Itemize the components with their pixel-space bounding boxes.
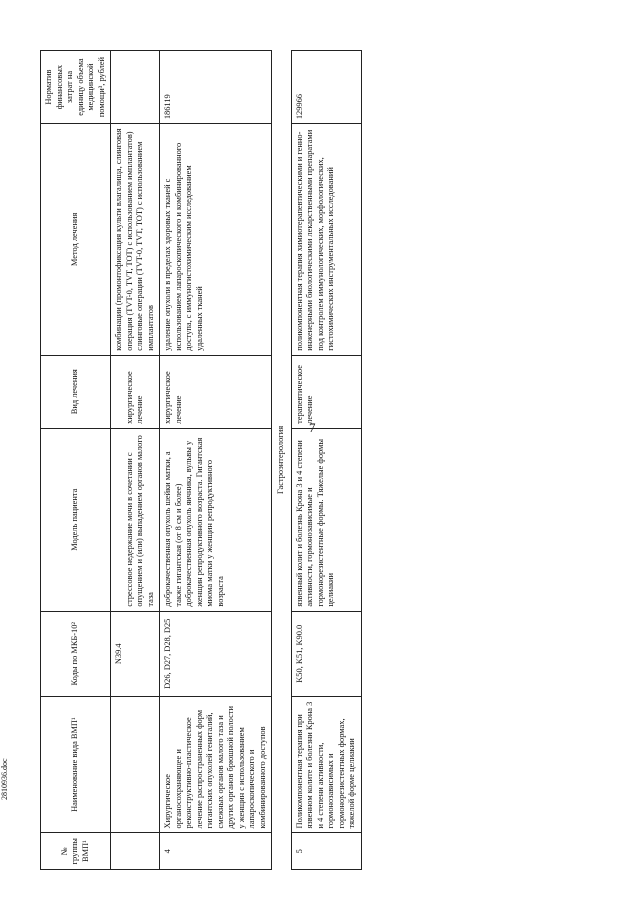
section-title: Гастроэнтерология: [272, 51, 292, 870]
page-number: 7: [309, 420, 316, 435]
cell-type: [111, 355, 160, 428]
cell-model: доброкачественная опухоль шейки матки, а также гигантская (от 8 см и более) доброкачественная опухоль яичника, вульвы у женщин репродуктивного возраста. Гигантская миома матки у женщин репродуктивного возраста: [160, 428, 272, 611]
cell-norm: 186119: [160, 51, 272, 124]
cell-name: Хирургическое органосохраняющее и реконструктивно-пластическое лечение распространенных форм гигантских опухолей гениталий, смежных органов малого таза и других органов брюшной полости у женщин с использованием лапароскопического и комбинированного доступов: [160, 696, 272, 833]
rotated-table-container: [40, 50, 530, 870]
cell-model-text: стрессовое недержание мочи в сочетании с опущением и (или) выпадением органов малого таза: [124, 435, 155, 607]
document-id: 2810936.doc: [0, 758, 9, 800]
cell-method: [111, 124, 160, 356]
cell-name: Поликомпонентная терапия при язвенном колите и болезни Крона 3 и 4 степени активности, гормонозависимых и гормонорезистентных формах, тяжелой форме целиакии: [291, 696, 361, 833]
table-header-row: [41, 51, 111, 870]
cell-method-continued: комбинации (промонтофиксация культи влагалища, слинговая операция (TVT-0, TVT, TOT) с использованием имплантатов): [114, 128, 134, 351]
header-icd-codes: Коды по МКБ-10²: [41, 611, 111, 696]
cell-method: удаление опухоли в пределах здоровых тканей с использованием лапароскопического и комбинированного доступа, с иммуногистохимическим исследованием удаленных тканей: [160, 124, 272, 356]
cell-num: 5: [291, 833, 361, 870]
cell-method: поликомпонентная терапия химиотерапевтическими и генно-инженерными биологическими лекарственными препаратами под контролем иммунологических, морфологических, гистохимических инструментальных исследований: [291, 124, 361, 356]
cell-norm: 129966: [291, 51, 361, 124]
cell-codes: K50, K51, K90.0: [291, 611, 361, 696]
cell-num: 4: [160, 833, 272, 870]
cell-codes: D26, D27, D28, D25: [160, 611, 272, 696]
cell-type: терапевтическое лечение: [291, 355, 361, 428]
header-group-number: № группы ВМП¹: [41, 833, 111, 870]
cell-norm: [111, 51, 160, 124]
vmp-table: [40, 50, 362, 870]
table-row: [111, 51, 160, 870]
header-cost-norm: Норматив финансовых затрат на единицу объема медицинской помощи³, рублей: [41, 51, 111, 124]
cell-type-text: хирургическое лечение: [124, 371, 144, 424]
header-patient-model: Модель пациента: [41, 428, 111, 611]
table-row: [291, 51, 361, 870]
table-row: [160, 51, 272, 870]
cell-method-text: слинговые операции (TVT-0, TVT, TOT) с использованием имплантатов: [135, 141, 155, 351]
header-vmp-name: Наименование вида ВМП¹: [41, 696, 111, 833]
header-treatment-method: Метод лечения: [41, 124, 111, 356]
cell-codes: N39.4: [111, 611, 160, 696]
cell-model: язвенный колит и болезнь Крона 3 и 4 степени активности, гормонозависимые и гормонорезистентные формы. Тяжелые формы целиакии: [291, 428, 361, 611]
cell-type: хирургическое лечение: [160, 355, 272, 428]
cell-name: [111, 696, 160, 833]
cell-model: [111, 428, 160, 611]
section-row: [272, 51, 292, 870]
header-treatment-type: Вид лечения: [41, 355, 111, 428]
cell-num: [111, 833, 160, 870]
